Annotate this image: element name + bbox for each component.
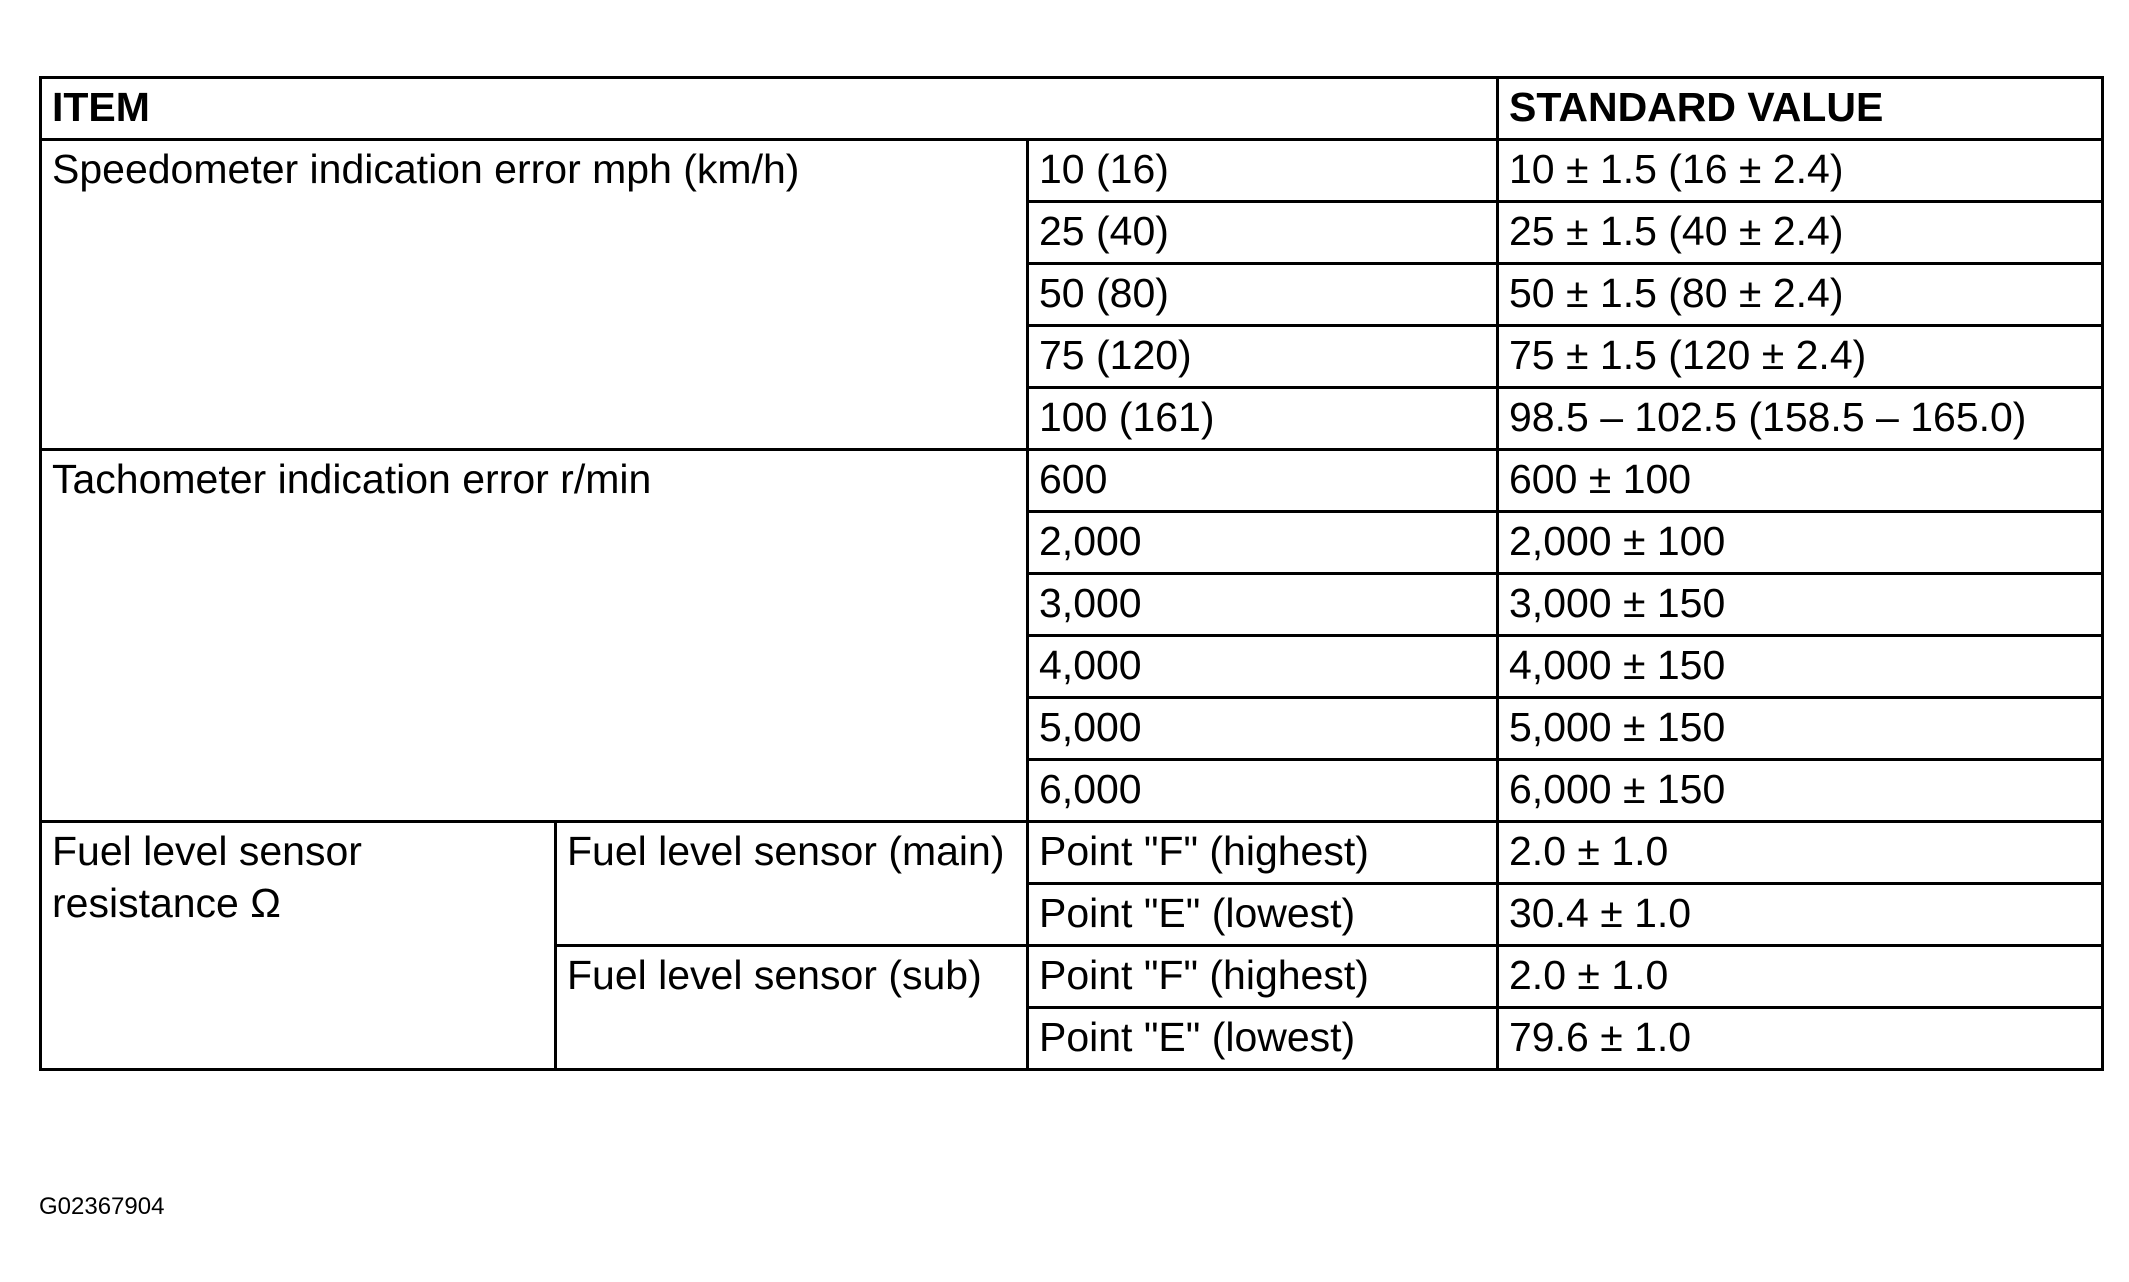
condition-cell: 50 (80) xyxy=(1028,264,1498,326)
fuel-sensor-item-label: Fuel level sensor resistance Ω xyxy=(41,822,556,1070)
value-cell: 2.0 ± 1.0 xyxy=(1498,822,2103,884)
value-cell: 50 ± 1.5 (80 ± 2.4) xyxy=(1498,264,2103,326)
condition-cell: 25 (40) xyxy=(1028,202,1498,264)
condition-cell: 5,000 xyxy=(1028,698,1498,760)
table-row xyxy=(41,450,2103,512)
value-cell: 2,000 ± 100 xyxy=(1498,512,2103,574)
condition-cell: 600 xyxy=(1028,450,1498,512)
fuel-sensor-main-label: Fuel level sensor (main) xyxy=(556,822,1028,946)
header-standard-value: STANDARD VALUE xyxy=(1498,78,2103,140)
value-cell: 5,000 ± 150 xyxy=(1498,698,2103,760)
speedometer-item-label: Speedometer indication error mph (km/h) xyxy=(41,140,1028,450)
value-cell: 75 ± 1.5 (120 ± 2.4) xyxy=(1498,326,2103,388)
value-cell: 79.6 ± 1.0 xyxy=(1498,1008,2103,1070)
value-cell: 30.4 ± 1.0 xyxy=(1498,884,2103,946)
header-item: ITEM xyxy=(41,78,1498,140)
value-cell: 6,000 ± 150 xyxy=(1498,760,2103,822)
value-cell: 3,000 ± 150 xyxy=(1498,574,2103,636)
condition-cell: Point "E" (lowest) xyxy=(1028,1008,1498,1070)
value-cell: 10 ± 1.5 (16 ± 2.4) xyxy=(1498,140,2103,202)
tachometer-item-label: Tachometer indication error r/min xyxy=(41,450,1028,822)
condition-cell: 3,000 xyxy=(1028,574,1498,636)
figure-id: G02367904 xyxy=(39,1193,165,1220)
table-row xyxy=(41,140,2103,202)
value-cell: 98.5 – 102.5 (158.5 – 165.0) xyxy=(1498,388,2103,450)
condition-cell: 2,000 xyxy=(1028,512,1498,574)
condition-cell: Point "F" (highest) xyxy=(1028,822,1498,884)
condition-cell: Point "E" (lowest) xyxy=(1028,884,1498,946)
condition-cell: Point "F" (highest) xyxy=(1028,946,1498,1008)
table-row xyxy=(41,822,2103,884)
header-row xyxy=(41,78,2103,140)
value-cell: 2.0 ± 1.0 xyxy=(1498,946,2103,1008)
condition-cell: 75 (120) xyxy=(1028,326,1498,388)
fuel-sensor-sub-label: Fuel level sensor (sub) xyxy=(556,946,1028,1070)
standard-value-table xyxy=(39,76,2104,1071)
value-cell: 4,000 ± 150 xyxy=(1498,636,2103,698)
value-cell: 600 ± 100 xyxy=(1498,450,2103,512)
condition-cell: 100 (161) xyxy=(1028,388,1498,450)
value-cell: 25 ± 1.5 (40 ± 2.4) xyxy=(1498,202,2103,264)
condition-cell: 10 (16) xyxy=(1028,140,1498,202)
condition-cell: 6,000 xyxy=(1028,760,1498,822)
condition-cell: 4,000 xyxy=(1028,636,1498,698)
